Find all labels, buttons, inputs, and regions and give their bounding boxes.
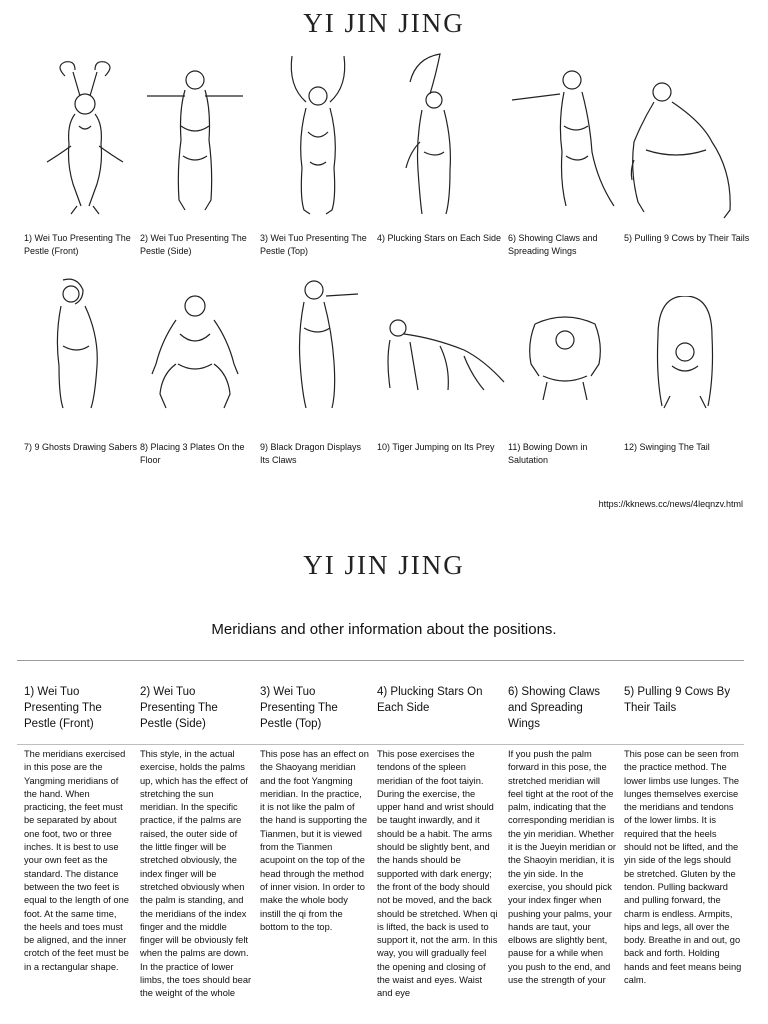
figure-7-illustration <box>45 276 115 412</box>
figure-5-illustration <box>628 80 738 222</box>
figure-12-illustration <box>650 296 720 412</box>
figure-8-illustration <box>150 294 240 412</box>
figure-caption: 9) Black Dragon Displays Its Claws <box>260 442 362 465</box>
column-header: 6) Showing Claws and Spreading Wings <box>508 686 601 730</box>
subtitle: Meridians and other information about the positions. <box>211 621 557 638</box>
table-header-rule <box>17 744 744 745</box>
figure-caption: 3) Wei Tuo Presenting The Pestle (Top) <box>260 233 367 256</box>
table-top-rule <box>17 660 744 661</box>
figure-caption: 12) Swinging The Tail <box>624 442 710 452</box>
figure-caption: 1) Wei Tuo Presenting The Pestle (Front) <box>24 233 131 256</box>
column-header: 1) Wei Tuo Presenting The Pestle (Front) <box>24 686 102 730</box>
figure-10-illustration <box>380 316 506 396</box>
figure-1-illustration <box>35 56 135 216</box>
column-body: The meridians exercised in this pose are the Yangming meridians of the hand. When practicing, the feet must be separated by about one foot, two or three inches. It is best to use your own feet as the standard. The distance between the two feet is equal to the length of one foot. At the same time, the heels and toes must be aligned, and the inner crotch of the feet must be in a rectangular shape. <box>24 749 129 972</box>
source-url: https://kknews.cc/news/4leqnzv.html <box>598 499 743 509</box>
column-header: 3) Wei Tuo Presenting The Pestle (Top) <box>260 686 338 730</box>
figure-caption: 8) Placing 3 Plates On the Floor <box>140 442 245 465</box>
column-body: This pose has an effect on the Shaoyang meridian and the foot Yangming meridian. In the practice, it is not like the palm of the hand is supporting the Tianmen, but it is viewed from the Tianmen acupoint on the top of the head through the method of inner vision. In order to make the whole body instill the qi from the bottom to the top. <box>260 749 369 932</box>
figure-6-illustration <box>510 66 620 216</box>
column-body: This pose exercises the tendons of the spleen meridian of the foot taiyin. During the exercise, the upper hand and wrist should be taught inwardly, and it should be a habit. The arms should be slightly bent, and the hands should be supported with dark energy; the front of the body should not be moved, and the back should be stretched. When qi is lifted, the back is used to support it, not the arm. In this way, you will gradually feel the opening and closing of the waist and eyes. Waist and eye <box>377 749 498 999</box>
figure-2-illustration <box>145 66 245 216</box>
page-title-2: YI JIN JING <box>303 550 465 580</box>
figure-9-illustration <box>290 278 360 412</box>
figure-caption: 6) Showing Claws and Spreading Wings <box>508 233 598 256</box>
column-header: 2) Wei Tuo Presenting The Pestle (Side) <box>140 686 218 730</box>
figure-caption: 11) Bowing Down in Salutation <box>508 442 588 465</box>
figure-3-illustration <box>278 52 358 216</box>
page-title: YI JIN JING <box>303 8 465 38</box>
column-body: This pose can be seen from the practice method. The lower limbs use lunges. The lunges themselves exercise the meridians and tendons of the lower limbs. It is required that the heels should not be lifted, and the yin side of the legs should be stretched. Gluten by the tendon. Pulling backward and pulling forward, the charm is endless. Armpits, hips and legs, all over the body. Breathe in and out, go back and forth. Holding hands and feet means being calm. <box>624 749 742 986</box>
figure-caption: 5) Pulling 9 Cows by Their Tails <box>624 233 750 243</box>
figure-caption: 7) 9 Ghosts Drawing Sabers <box>24 442 138 452</box>
figure-caption: 10) Tiger Jumping on Its Prey <box>377 442 495 452</box>
figure-11-illustration <box>525 310 605 404</box>
figure-4-illustration <box>400 52 460 218</box>
figure-caption: 2) Wei Tuo Presenting The Pestle (Side) <box>140 233 247 256</box>
column-header: 5) Pulling 9 Cows By Their Tails <box>624 686 731 714</box>
figure-caption: 4) Plucking Stars on Each Side <box>377 233 502 243</box>
column-body: This style, in the actual exercise, holds the palms up, which has the effect of stretching the sun meridian. In the specific practice, if the palms are raised, the outer side of the little finger will be stretched obviously, the index finger will be stretched obviously when the palm is standing, and the meridians of the index finger and the middle finger will be obviously felt when the palms are down. In the practice of lower limbs, the toes should bear the weight of the whole <box>140 749 252 999</box>
column-body: If you push the palm forward in this pose, the stretched meridian will feel tight at the root of the palm, indicating that the corresponding meridian is the yin meridian. Whether it is the Jueyin meridian or the Shaoyin meridian, it is the yin side. In the exercise, you should pick your index finger when pushing your palms, your hands are taut, your elbows are slightly bent, pause for a while when you push to the end, and use the strength of your <box>508 749 616 986</box>
column-header: 4) Plucking Stars On Each Side <box>377 686 483 714</box>
